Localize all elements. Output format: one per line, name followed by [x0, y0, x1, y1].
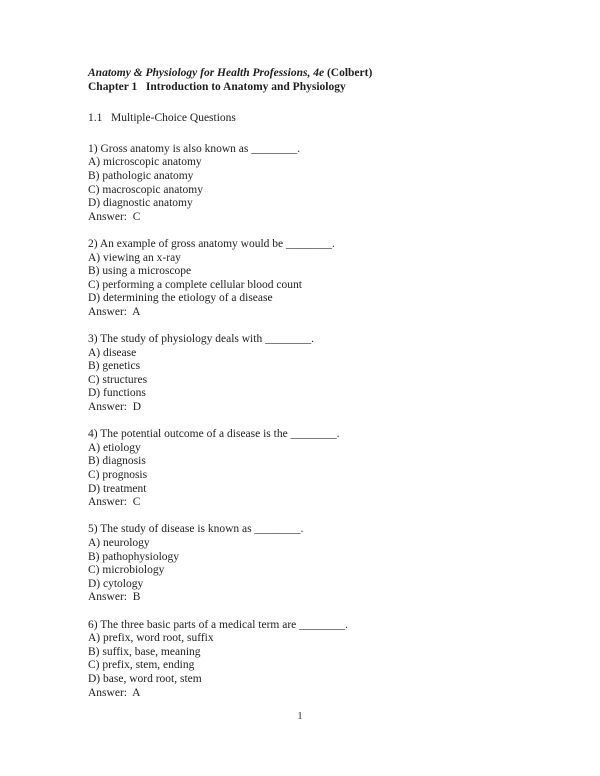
choice-d: D) functions — [88, 387, 146, 400]
question-block-6 — [88, 619, 558, 701]
choice-b: B) suffix, base, meaning — [88, 645, 201, 658]
answer-line: Answer: A — [88, 686, 141, 699]
book-title: Anatomy & Physiology for Health Professions, 4e — [88, 67, 325, 79]
question-block-2 — [88, 238, 558, 320]
choice-a: A) prefix, word root, suffix — [88, 632, 214, 645]
choice-a: A) microscopic anatomy — [88, 156, 202, 169]
question-block-1 — [88, 143, 558, 225]
answer-line: Answer: C — [88, 210, 141, 223]
choice-b: B) genetics — [88, 360, 141, 373]
page-number: 1 — [297, 710, 303, 722]
choice-a: A) etiology — [88, 441, 141, 454]
answer-line: Answer: C — [88, 496, 141, 509]
question-block-4 — [88, 428, 558, 510]
choice-d: D) diagnostic anatomy — [88, 197, 193, 210]
document-header — [88, 67, 558, 94]
choice-c: C) microbiology — [88, 564, 165, 577]
question-stem: 5) The study of disease is known as ________. — [88, 523, 304, 536]
choice-a: A) viewing an x-ray — [88, 251, 181, 264]
choice-b: B) using a microscope — [88, 265, 192, 278]
choice-b: B) pathologic anatomy — [88, 169, 194, 182]
choice-b: B) diagnosis — [88, 455, 146, 468]
answer-line: Answer: A — [88, 305, 141, 318]
book-title-line — [88, 67, 558, 81]
question-block-5 — [88, 523, 558, 605]
question-stem: 3) The study of physiology deals with ________. — [88, 333, 314, 346]
book-author: (Colbert) — [324, 67, 373, 79]
choice-c: C) structures — [88, 373, 148, 386]
choice-a: A) neurology — [88, 537, 150, 549]
question-block-3 — [88, 333, 558, 415]
choice-d: D) determining the etiology of a disease — [88, 292, 273, 305]
choice-d: D) base, word root, stem — [88, 672, 202, 685]
choice-c: C) prefix, stem, ending — [88, 659, 195, 672]
choice-b: B) pathophysiology — [88, 550, 180, 563]
answer-line: Answer: D — [88, 401, 142, 414]
question-stem: 6) The three basic parts of a medical term are ________. — [88, 618, 349, 631]
choice-d: D) treatment — [88, 482, 147, 495]
choice-d: D) cytology — [88, 577, 144, 590]
answer-line: Answer: B — [88, 591, 141, 604]
section-heading: 1.1 Multiple-Choice Questions — [88, 112, 236, 125]
question-stem: 1) Gross anatomy is also known as ________. — [88, 142, 301, 155]
choice-a: A) disease — [88, 346, 137, 359]
choice-c: C) prognosis — [88, 469, 148, 482]
question-stem: 2) An example of gross anatomy would be ________. — [88, 237, 335, 250]
question-stem: 4) The potential outcome of a disease is the ________. — [88, 428, 340, 441]
choice-c: C) macroscopic anatomy — [88, 183, 203, 196]
page-content — [88, 67, 558, 714]
chapter-title: Chapter 1 Introduction to Anatomy and Physiology — [88, 80, 346, 93]
choice-c: C) performing a complete cellular blood count — [88, 278, 302, 291]
